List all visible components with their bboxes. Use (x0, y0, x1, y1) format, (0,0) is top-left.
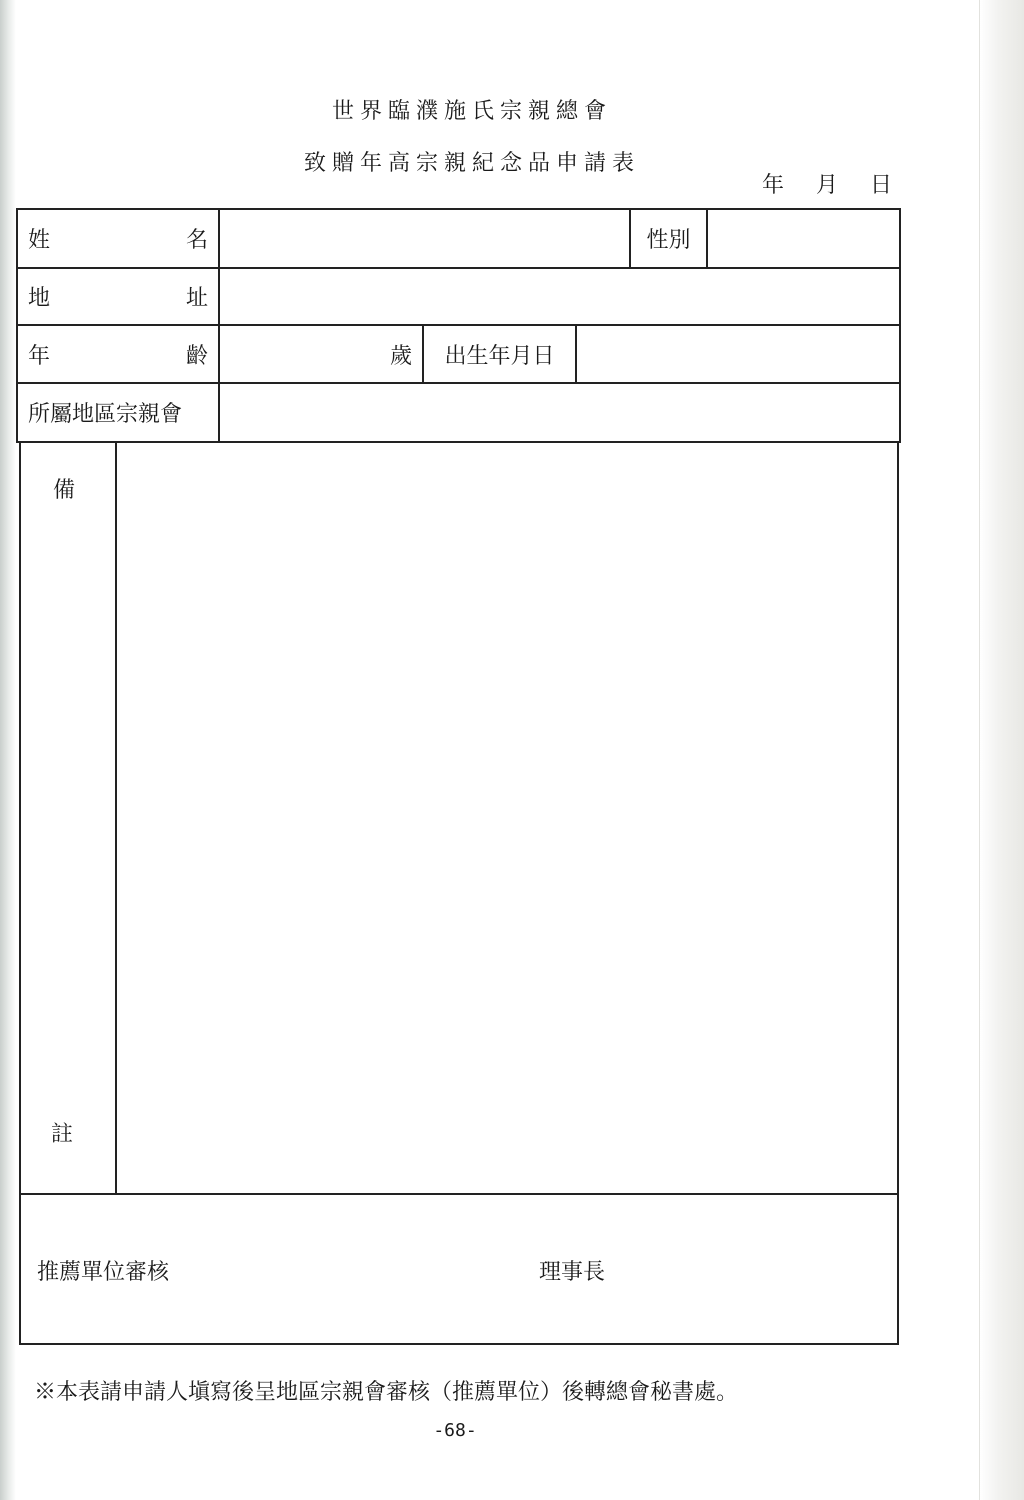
birthdate-label: 出生年月日 (423, 325, 576, 383)
clan-branch-field[interactable] (219, 383, 900, 442)
review-label: 推薦單位審核 (37, 1260, 170, 1285)
address-row (17, 268, 900, 325)
age-label-cell (17, 325, 219, 383)
form-title: 致贈年高宗親紀念品申請表 (303, 151, 640, 176)
org-name: 世界臨濮施氏宗親總會 (331, 99, 612, 124)
application-form-table (16, 208, 901, 443)
name-row (17, 209, 900, 268)
gender-field[interactable] (707, 209, 900, 268)
address-field[interactable] (219, 268, 900, 325)
age-label-char-1: 年 (28, 343, 51, 369)
review-section (19, 1193, 899, 1345)
name-field[interactable] (219, 209, 630, 268)
gender-label: 性別 (630, 209, 707, 268)
birthdate-field[interactable] (576, 325, 900, 383)
remarks-divider (115, 441, 117, 1193)
remarks-label-bottom: 註 (51, 1122, 74, 1147)
chairman-label: 理事長 (539, 1260, 606, 1285)
address-label-char-1: 地 (28, 286, 51, 311)
footnote: ※本表請申請人塡寫後呈地區宗親會審核（推薦單位）後轉總會秘書處。 (34, 1380, 739, 1405)
page-edge-left (0, 0, 16, 1500)
remarks-label-top: 備 (53, 478, 76, 503)
date-row (762, 168, 892, 199)
date-year-label: 年 (762, 173, 785, 198)
age-unit: 歲 (389, 343, 412, 369)
page-edge-right (979, 0, 1024, 1500)
age-label-char-2: 齡 (185, 343, 208, 369)
name-label-cell (17, 209, 219, 268)
page-number: -68- (433, 1420, 477, 1441)
date-day-label: 日 (869, 173, 892, 198)
clan-branch-label: 所屬地區宗親會 (17, 383, 219, 442)
name-label-char-2: 名 (185, 228, 208, 253)
address-label-cell (17, 268, 219, 325)
date-month-label: 月 (815, 173, 838, 198)
clan-branch-row (17, 383, 900, 442)
name-label-char-1: 姓 (28, 228, 51, 253)
remarks-section (19, 441, 899, 1195)
age-row (17, 325, 900, 383)
address-label-char-2: 址 (185, 286, 208, 311)
age-field[interactable] (219, 325, 423, 383)
